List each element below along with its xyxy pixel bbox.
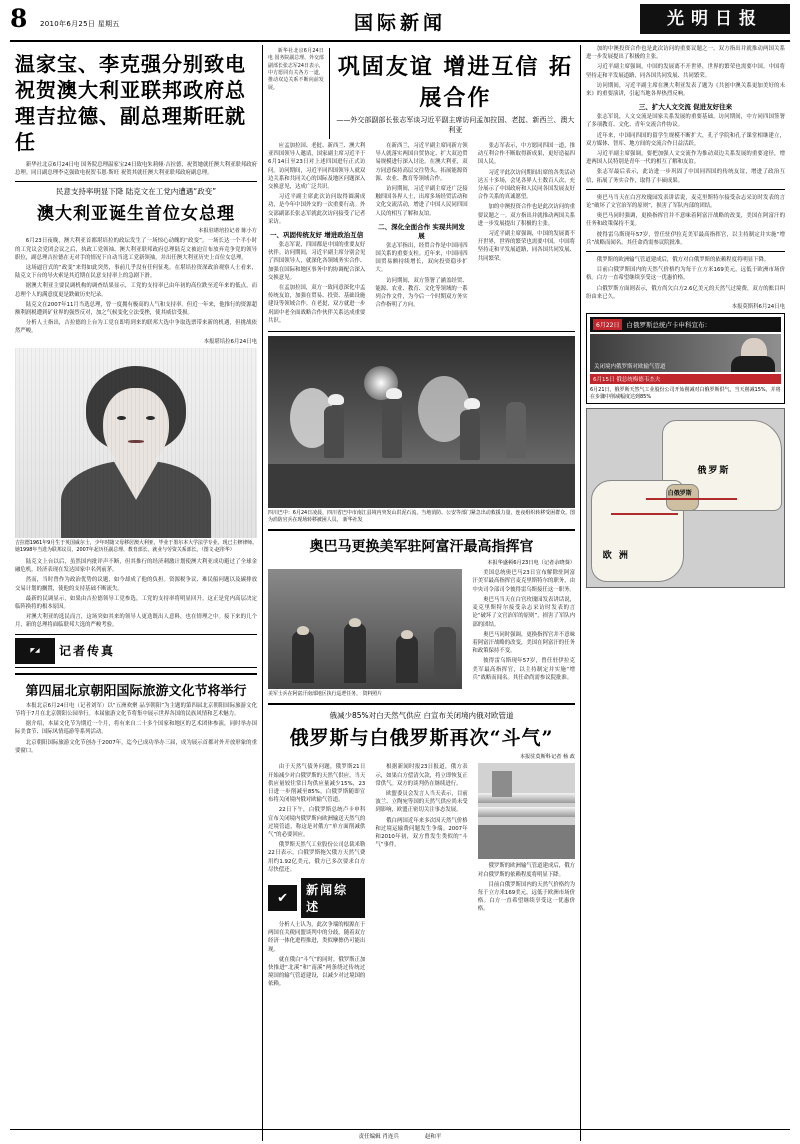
column-center bbox=[262, 45, 580, 1141]
date-line: 2010年6月25日 星期五 bbox=[40, 20, 120, 28]
reporter-mark-icon: ◤◢ bbox=[15, 638, 55, 664]
obama-photo-caption: 美军士兵在阿富汗南部地区执行巡逻任务。 资料照片 bbox=[268, 691, 383, 698]
page-number: 8 bbox=[10, 4, 28, 33]
column-right bbox=[580, 45, 790, 1141]
gillard-byline: 本报驻堪培拉记者 陈小方 bbox=[198, 228, 257, 235]
column-left bbox=[10, 45, 262, 1141]
footer-proof: 赵和平 bbox=[424, 1134, 442, 1140]
cooperation-section3-title: 三、扩大人文交流 促进友好往来 bbox=[638, 103, 733, 112]
tv-promo-badge: 6月15日 俄总统梅德韦杰夫 bbox=[590, 374, 781, 384]
gas-col-2: 根据新闻时报23日报道，俄方表示，如果白方偿清欠款，将立即恢复正常供气。双方的谈判仍在继续进行。 欧盟委员会发言人当天表示，目前波兰、立陶宛等国的天然气供应尚未受到影响，欧盟正密切关注事态发展。 俄白两国近年来多次因天然气价格和过境运输费问题发生争端。2007年和2010年初，双方曾发生类似的“斗气”事件。 bbox=[375, 764, 468, 849]
lead-headline: 温家宝、李克强分别致电祝贺澳大利亚联邦政府总理吉拉德、副总理斯旺就任 bbox=[15, 52, 246, 154]
russia-belarus-map bbox=[586, 408, 785, 588]
feature-head-col bbox=[330, 48, 575, 139]
tv-promo-head bbox=[590, 317, 781, 332]
tv-promo-title: 白俄罗斯总统卢卡申科宣布： bbox=[626, 321, 711, 330]
cooperation-headline: 巩固友谊 增进互信 拓展合作 bbox=[337, 54, 574, 111]
tv-promo-image bbox=[590, 334, 781, 372]
gas-right-rail: 俄罗斯的欧洲输气管道建成后，俄方对白俄罗斯的依赖程度将明显下降。 目前白俄罗斯国内的天然气价格约为每千立方米169美元，远低于欧洲市场价格。白方一直希望继续享受这一优惠价格。 白俄罗斯方面则表示，俄方尚欠白方2.6亿美元的天然气过境费，双方的账目纠纷由来已久。 本报莫斯科6月24日电 bbox=[586, 257, 785, 311]
cooperation-col-2: 在新西兰，习近平副主席同新方领导人就落实两国自贸协定、扩大双边贸易规模进行深入讨论。在澳大利亚，双方同意保持高层交往势头，拓展能源资源、农业、教育等领域合作。 访问期间，习近平副主席还广泛接触四国各界人士，出席多场经贸活动和文化交流活动，增进了中国人民同四国人民的相互了解和友谊。 二、深化全面合作 实现共同发展 张志军指出，经贸合作是中国同四国关系的重要支柱。近年来，中国同四国贸易额持续增长，双向投资稳步扩大。 访问期间，双方签署了涵盖经贸、能源、农业、教育、文化等领域的一系列合作文件，为今后一个时期双方务实合作指明了方向。 bbox=[375, 143, 468, 309]
gillard-portrait bbox=[15, 348, 257, 538]
tv-promo-subtitle: 关闭境内俄罗斯对欧输气管道 bbox=[594, 364, 666, 371]
footer-editor: 责任编辑 肖连兵 bbox=[358, 1134, 399, 1140]
chaoyang-body: 本报北京6月24日电（记者刘军）以“五洲欢聚 品享朝阳”为主题的第四届北京朝阳国际旅游文化节将于7月在北京朝阳公园举行。本届旅游文化节将集中展示世界各国的民族风情和艺术魅力。 据介绍，本届文化节为期近一个月，将有来自二十多个国家和地区的艺术团体参演，同时举办国际美食节、国际风情巡游等系列活动。 北京朝阳国际旅游文化节创办于2007年，迄今已成功举办三届，成为展示首都对外开放形象的重要窗口。 bbox=[15, 702, 257, 754]
tv-promo-box bbox=[586, 313, 785, 404]
masthead bbox=[10, 6, 790, 42]
obama-headline: 奥巴马更换美军驻阿富汗最高指挥官 bbox=[309, 539, 534, 556]
cooperation-col-1: 应孟加拉国、老挝、新西兰、澳大利亚四国领导人邀请，国家副主席习近平于6月14日至23日对上述四国进行正式访问。访问期间，习近平同四国领导人就双边关系和共同关心的国际及地区问题深入交换意见，达成广泛共识。 习近平副主席此次访问取得圆满成功，是今年中国外交的一次重要行动。外交部副部长张志军就此次访问接受了记者采访。 一、巩固传统友好 增进政治互信 张志军说，四国都是中国的重要友好伙伴。访问期间，习近平副主席分别会见了四国领导人，就深化各领域务实合作、加强在国际和地区事务中的协调配合深入交换意见。 在孟加拉国，双方一致同意深化中孟传统友谊，加强在贸易、投资、基础设施建设等领域合作。在老挝，双方就进一步巩固中老全面战略合作伙伴关系达成重要共识。 bbox=[268, 143, 366, 324]
gillard-analysis: 陆克文上台以后，虽然国内批评声不断，但其推行的经济刺激计划使澳大利亚成功避过了全球金融危机，经济表现在发达国家中名列前茅。 然而，当时曾作为政治优势的议题，如今却成了他的负担。资源税争议、难民船问题以及碳排放交易计划的搁置，使他的支持基础不断流失。 最新的民调显示，如果由吉拉德领导工党参选，工党的支持率将明显回升。这正是党内高层决定临阵换将的根本原因。 对澳大利亚的选民而言，这场突如其来的领导人更迭既出人意料，也在情理之中。接下来的几个月，新的总理将面临联邦大选的严峻考验。 bbox=[15, 559, 257, 629]
pipeline-photo bbox=[478, 763, 575, 859]
gas-col-1: 由于天然气债务问题，俄罗斯21日开始减少对白俄罗斯的天然气供应，当天供应量较往常日均供应量减少15%，23日进一步削减至85%，白俄罗斯随即宣布将关闭境内俄对欧输气管道。 22日下午，白俄罗斯总统卢卡申科宣布关闭境内俄罗斯向欧洲输送天然气的过境管道，称这是对俄方“单方面削减供气”的必要回应。 俄罗斯天然气工业股份公司总裁米勒22日表示，白俄罗斯拖欠俄方天然气费用约1.92亿美元，俄方已多次要求白方尽快偿还。 ✔ 新闻综述 分析人士认为，此次争端的根源在于两国在关税同盟谈判中的分歧。随着双方经济一体化进程推进，类似摩擦仍可能出现。 就在俄白“斗气”的同时，俄罗斯正加快推进“北溪”和“南溪”两条绕过传统过境国的输气管道建设，以减少对过境国的依赖。 bbox=[268, 764, 366, 988]
paper-logo: 光明日报 bbox=[640, 4, 790, 34]
gillard-headline: 澳大利亚诞生首位女总理 bbox=[37, 204, 235, 225]
obama-byline: 本报华盛顿6月23日电（记者余晓葵） bbox=[487, 560, 575, 567]
rescue-photo-caption: 四川巴中：6月24日凌晨，四川省巴中市南江县境内突发山洪泥石流，当地消防、公安等部门紧急出动救援力量，连夜组织转移受困群众。图为消防官兵在现场转移被困人员。 新华社发 bbox=[268, 510, 575, 524]
gas-headline: 俄罗斯与白俄罗斯再次“斗气” bbox=[289, 727, 554, 750]
checkmark-icon: ✔ bbox=[268, 885, 297, 911]
map-label-europe: 欧 洲 bbox=[602, 551, 630, 562]
lead-source: 新华社北京6月24日电 国务院总理温家宝24日致电朱莉娅·吉拉德，祝贺她就任澳大利亚联邦政府总理。同日副总理李克强致电祝贺韦恩·斯旺 祝贺其就任澳大利亚联邦政府副总理。 bbox=[15, 162, 257, 177]
soldiers-photo bbox=[268, 569, 462, 689]
gillard-photo-caption: 吉拉德1961年9月生于英国威尔士，少年时随父母移居澳大利亚，毕业于墨尔本大学法学专业，现已主修律师。她1998年当选为联邦议员，2007年起历任副总理、教育部长、就业与劳资关系部长。（图文·赵彤华） bbox=[15, 539, 257, 553]
reporter-label: 记者传真 bbox=[59, 644, 116, 659]
obama-right-rail: 奥巴马当天在白宫玫瑰园发表讲话说，麦克里斯特尔接受杂志采访时发表的言论“破坏了文官治军的原则”，损害了军队内部的团结。 奥巴马同时强调，更换指挥官并不意味着阿富汗战略的改变，美国在阿富汗的任务和政策保持不变。 彼得雷乌斯现年57岁，曾任驻伊拉克美军最高指挥官，以主持制定并实施“增兵”战略而闻名。其任命尚需参议院批准。 bbox=[586, 194, 785, 246]
chaoyang-headline: 第四届北京朝阳国际旅游文化节将举行 bbox=[25, 683, 247, 699]
cooperation-right-rail: 加的中澳投资合作也是此次访问的重要议题之一。双方指出并就推动两国关系进一步发展提出了积极的主张。 习近平副主席强调，中国的发展离不开世界，世界的繁荣也需要中国。中国将坚持走和平发展道路，同各国共同发展、共同繁荣。 访问期间，习近平副主席在澳大利亚发表了题为《共创中澳关系更加美好的未来》的重要演讲，引起当地各界热烈反响。 bbox=[586, 46, 785, 98]
rescue-photo bbox=[268, 336, 575, 508]
gas-shoulder: 俄减少85%对白天然气供应 白宣布关闭境内俄对欧管道 bbox=[329, 711, 514, 721]
map-label-russia: 俄罗斯 bbox=[697, 465, 731, 476]
cooperation-section3-body: 张志军说，人文交流是国家关系发展的重要基础。访问期间，中方同四国签署了多项教育、文化、青年交流合作协议。 近年来，中国同四国的留学生规模不断扩大，孔子学院和孔子课堂相继建立，双方媒体、智库、地方间的交流合作日益活跃。 习近平副主席强调，要把加强人文交流作为推动双边关系发展的重要途径，增进两国人民特别是青年一代的相互了解和友谊。 张志军最后表示，此访进一步巩固了中国同四国的传统友谊，增进了政治互信，拓展了务实合作，取得了丰硕成果。 bbox=[586, 114, 785, 184]
cooperation-section2-title: 二、深化全面合作 实现共同发展 bbox=[378, 222, 465, 240]
gillard-shoulder: 民意支持率明显下降 陆克文在工党内遭遇“政变” bbox=[55, 187, 217, 197]
obama-photo-col bbox=[268, 569, 467, 698]
gas-byline: 本报驻莫斯科记者 杨 政 bbox=[519, 754, 575, 761]
agency-lead-col: 新华社北京6月24日电 国务院副总理、外交部副部长张志军24日表示，中方愿同有关各方一道，推动双边关系不断向前发展。 bbox=[268, 48, 330, 139]
gillard-body: 6月23日夜晚，澳大利亚首都堪培拉的政坛发生了一场惊心动魄的“政变”。一场长达一个半小时的工党议会党团会议之后，执政工党领袖、澳大利亚联邦政府总理陆克文被迫宣布放弃竞争党的领导职位，副总理吉拉德在无对手的情况下自动当选工党新领袖，并出任澳大利亚历史上首位女总理。 这场逼宫式的“政变”来得如此突然，事前几乎没有任何征兆。在堪培拉资深政治观察人士看来，陆克文下台的导火索是其近期在民意支持率上的急剧下滑。 据澳大利亚主要民调机构的调查结果显示，工党的支持率已由年初的高位跌至近年来的低点，而总理个人的满意度更是跌破历史纪录。 陆克文在2007年11月当选总理，曾一度拥有极高的人气和支持率。但近一年来，他推行的资源超额利润税遭到矿业界的强烈反对，加之气候变化立法受挫，使其威信受损。 分析人士指出，吉拉德的上台为工党在即将到来的联邦大选中争取选票带来新的机遇，但挑战依然严峻。 本报堪培拉6月24日电 bbox=[15, 238, 257, 345]
cooperation-section1-title: 一、巩固传统友好 增进政治互信 bbox=[270, 231, 364, 240]
cooperation-subhead: ——外交部副部长张志军谈习近平副主席访问孟加拉国、老挝、新西兰、澳大利亚 bbox=[336, 116, 575, 134]
obama-text-col: 美国总统奥巴马23日宣布解除驻阿富汗美军最高指挥官麦克里斯特尔的职务，由中央司令部司令彼得雷乌斯接任这一职务。 奥巴马当天在白宫玫瑰园发表讲话说，麦克里斯特尔接受杂志采访时发表的言论“破坏了文官治军的原则”，损害了军队内部的团结。 奥巴马同时强调，更换指挥官并不意味着阿富汗战略的改变，美国在阿富汗的任务和政策保持不变。 彼得雷乌斯现年57岁，曾任驻伊拉克美军最高指挥官，以主持制定并实施“增兵”战略而闻名。其任命尚需参议院批准。 bbox=[472, 570, 575, 681]
map-label-belarus: 白俄罗斯 bbox=[667, 489, 692, 497]
page-footer bbox=[10, 1129, 790, 1140]
tv-promo-caption: 6月21日，俄罗斯天然气工业股份公司开始削减对白俄罗斯供气，当天削减15%，并将在步骤中削减幅度达到85% bbox=[590, 387, 781, 401]
tv-date-badge: 6月22日 bbox=[593, 319, 622, 330]
news-roundup-logo bbox=[268, 878, 365, 918]
cooperation-col-3: 张志军表示，中方愿同四国一道，推动互利合作不断取得新成果，更好造福四国人民。 习近平此次访问期间出席的各类活动达五十多场，会见各界人士数百人次，充分展示了中国政府和人民同各国发展友好合作关系的真诚愿望。 加的中澳投资合作也是此次访问的重要议题之一。双方指出并就推动两国关系进一步发展提出了积极的主张。 习近平副主席强调，中国的发展离不开世界，世界的繁荣也需要中国。中国将坚持走和平发展道路，同各国共同发展、共同繁荣。 bbox=[477, 143, 576, 262]
reporter-column-logo bbox=[15, 634, 257, 668]
section-title: 国际新闻 bbox=[353, 12, 447, 34]
roundup-label: 新闻综述 bbox=[301, 878, 365, 918]
gas-col-3: 俄罗斯的欧洲输气管道建成后，俄方对白俄罗斯的依赖程度将明显下降。 目前白俄罗斯国内的天然气价格约为每千立方米169美元，远低于欧洲市场价格。白方一直希望继续享受这一优惠价格。 bbox=[473, 763, 575, 990]
